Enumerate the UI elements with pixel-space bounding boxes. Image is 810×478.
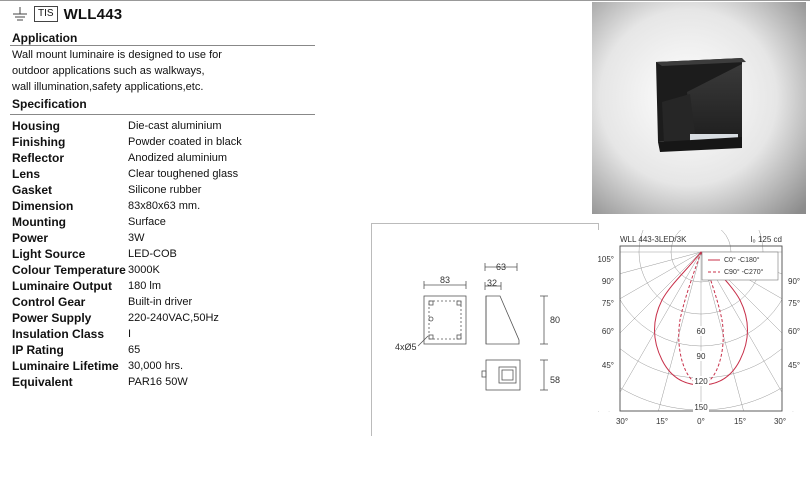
spec-value: Die-cast aluminium [128, 120, 222, 132]
dim-height-label: 80 [550, 315, 560, 325]
spec-key: Luminaire Output [12, 279, 128, 293]
spec-value: Powder coated in black [128, 136, 242, 148]
spec-key: Mounting [12, 215, 128, 229]
polar-angle-bottom: 30° [616, 417, 628, 426]
spec-row [12, 278, 312, 294]
polar-angle-left: 75° [602, 299, 614, 308]
dim-depth-inner-label: 32 [487, 278, 497, 288]
ground-icon [12, 6, 28, 22]
spec-value: 65 [128, 344, 140, 356]
spec-key: Light Source [12, 247, 128, 261]
spec-value: Clear toughened glass [128, 168, 238, 180]
polar-angle-bottom: 15° [656, 417, 668, 426]
spec-key: Colour Temperature [12, 263, 128, 277]
polar-angle-bottom: 0° [697, 417, 705, 426]
polar-angle-left: 105° [597, 255, 614, 264]
spec-value: 180 lm [128, 280, 161, 292]
polar-diagram [592, 230, 810, 473]
dim-holes-label: 4xØ5 [395, 342, 417, 352]
spec-row [12, 294, 312, 310]
spec-row [12, 214, 312, 230]
polar-mask [783, 230, 810, 411]
specification-title: Specification [12, 97, 87, 111]
top-rule [0, 0, 810, 1]
dim-depth-label: 63 [496, 262, 506, 272]
spec-value: PAR16 50W [128, 376, 188, 388]
polar-angle-right: 45° [788, 361, 800, 370]
spec-value: 83x80x63 mm. [128, 200, 200, 212]
application-rule [10, 45, 315, 46]
polar-unit: I₀ 125 cd [750, 235, 782, 244]
polar-angle-right: 75° [788, 299, 800, 308]
specification-rule [10, 114, 315, 115]
spec-key: Equivalent [12, 375, 128, 389]
spec-row [12, 118, 312, 134]
spec-row [12, 182, 312, 198]
spec-value: Silicone rubber [128, 184, 201, 196]
spec-row [12, 358, 312, 374]
spec-key: Insulation Class [12, 327, 128, 341]
application-title: Application [12, 31, 77, 45]
spec-key: Luminaire Lifetime [12, 359, 128, 373]
polar-ring-label: 150 [694, 403, 708, 412]
spec-key: Power [12, 231, 128, 245]
legend-label-c0: C0° -C180° [724, 256, 760, 264]
product-header [12, 4, 122, 24]
dimension-drawing [371, 223, 599, 436]
spec-key: Gasket [12, 183, 128, 197]
polar-angle-bottom: 30° [774, 417, 786, 426]
spec-row [12, 246, 312, 262]
polar-angle-left: 60° [602, 327, 614, 336]
application-line: wall illumination,safety applications,etc. [12, 79, 312, 95]
spec-row [12, 262, 312, 278]
application-line: Wall mount luminaire is designed to use for [12, 47, 312, 63]
polar-title: WLL 443-3LED/3K [620, 235, 687, 244]
spec-value: 30,000 hrs. [128, 360, 183, 372]
specification-table [12, 118, 312, 390]
spec-key: Control Gear [12, 295, 128, 309]
spec-row [12, 310, 312, 326]
spec-key: Power Supply [12, 311, 128, 325]
application-line: outdoor applications such as walkways, [12, 63, 312, 79]
spec-row [12, 326, 312, 342]
spec-key: Housing [12, 119, 128, 133]
spec-key: Finishing [12, 135, 128, 149]
polar-angle-right: 90° [788, 277, 800, 286]
polar-angle-left: 90° [602, 277, 614, 286]
spec-row [12, 342, 312, 358]
spec-key: Reflector [12, 151, 128, 165]
spec-value: I [128, 328, 131, 340]
spec-value: Built-in driver [128, 296, 192, 308]
spec-key: Dimension [12, 199, 128, 213]
product-photo [592, 2, 806, 214]
spec-key: IP Rating [12, 343, 128, 357]
dim-width-label: 83 [440, 275, 450, 285]
polar-ring-label: 120 [694, 377, 708, 386]
spec-row [12, 134, 312, 150]
application-text [12, 47, 312, 95]
spec-value: Surface [128, 216, 166, 228]
spec-row [12, 198, 312, 214]
spec-row [12, 230, 312, 246]
spec-value: 3W [128, 232, 145, 244]
spec-row [12, 374, 312, 390]
tis-badge: TIS [34, 6, 58, 22]
spec-row [12, 166, 312, 182]
polar-angle-right: 60° [788, 327, 800, 336]
polar-angle-bottom: 15° [734, 417, 746, 426]
spec-value: Anodized aluminium [128, 152, 227, 164]
polar-angle-left: 45° [602, 361, 614, 370]
spec-row [12, 150, 312, 166]
spec-value: 3000K [128, 264, 160, 276]
spec-key: Lens [12, 167, 128, 181]
dim-base-height-label: 58 [550, 375, 560, 385]
legend-label-c90: C90° -C270° [724, 268, 764, 276]
spec-value: LED-COB [128, 248, 177, 260]
polar-ring-label: 90 [697, 352, 706, 361]
polar-ring-label: 60 [697, 327, 706, 336]
spec-value: 220-240VAC,50Hz [128, 312, 219, 324]
model-number: WLL443 [64, 6, 123, 23]
